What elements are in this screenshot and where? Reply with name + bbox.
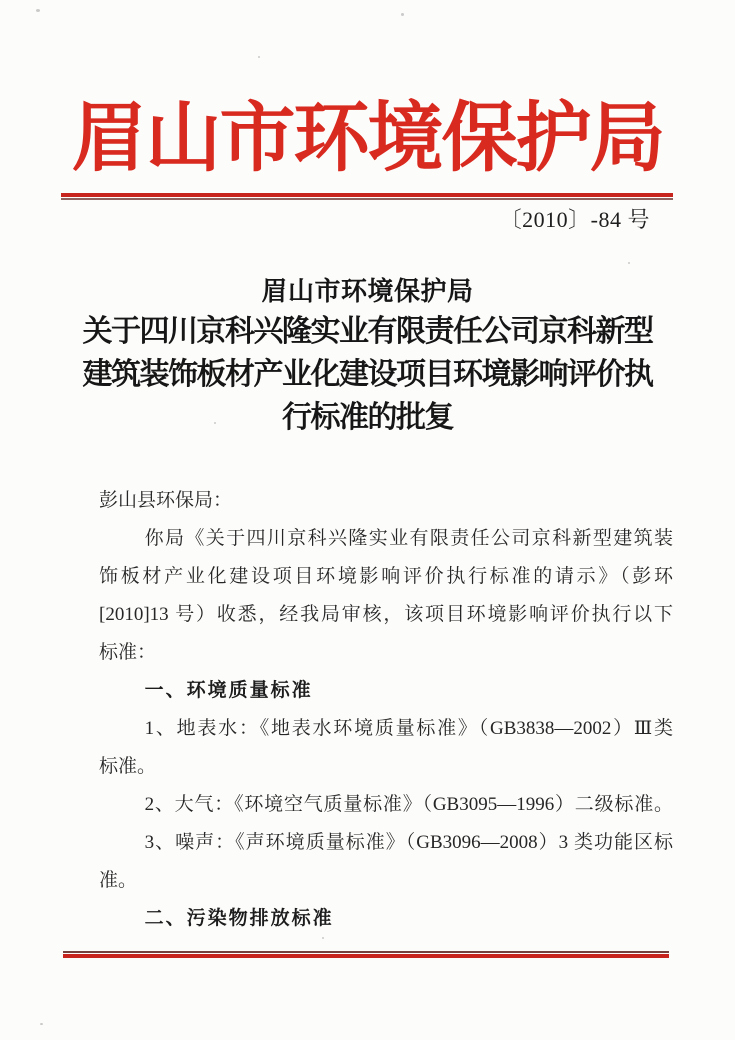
scan-speckle [628, 262, 630, 264]
title-line-agency: 眉山市环境保护局 [261, 277, 474, 306]
document-title [0, 274, 735, 439]
title-line-2: 建筑装饰板材产业化建设项目环境影响评价执 [82, 358, 653, 391]
body-line: 1、地表水：《地表水环境质量标准》（GB3838—2002）Ⅲ类 [144, 718, 673, 739]
scan-speckle [40, 1023, 43, 1025]
scan-speckle [214, 422, 216, 424]
scan-speckle [258, 56, 260, 58]
body-line: 饰板材产业化建设项目环境影响评价执行标准的请示》（彭环 [99, 566, 673, 587]
body-line: 你局《关于四川京科兴隆实业有限责任公司京科新型建筑装 [144, 528, 673, 549]
body-line: 3、噪声：《声环境质量标准》（GB3096—2008）3 类功能区标 [144, 832, 673, 853]
page-bottom-rule [63, 951, 669, 958]
scan-speckle [36, 9, 40, 12]
title-line-1: 关于四川京科兴隆实业有限责任公司京科新型 [82, 315, 653, 348]
title-line-3: 行标准的批复 [282, 401, 453, 434]
body-line: [2010]13 号）收悉，经我局审核，该项目环境影响评价执行以下 [99, 604, 673, 625]
body-line: 标准。 [99, 756, 157, 777]
agency-letterhead: 眉山市环境保护局 [71, 97, 664, 181]
scan-speckle [322, 937, 324, 939]
letterhead-divider-rule [61, 193, 673, 200]
body-line: 标准： [99, 642, 157, 663]
section-heading-1: 一、环境质量标准 [144, 680, 313, 701]
salutation-line: 彭山县环保局： [99, 490, 233, 511]
scan-speckle [303, 404, 305, 406]
body-line: 准。 [99, 870, 138, 891]
body-line: 2、大气：《环境空气质量标准》（GB3095—1996）二级标准。 [144, 794, 673, 815]
document-reference-number: 〔2010〕-84 号 [499, 207, 650, 232]
scan-speckle [401, 13, 404, 16]
document-body [99, 482, 673, 938]
section-heading-2: 二、污染物排放标准 [144, 908, 334, 929]
